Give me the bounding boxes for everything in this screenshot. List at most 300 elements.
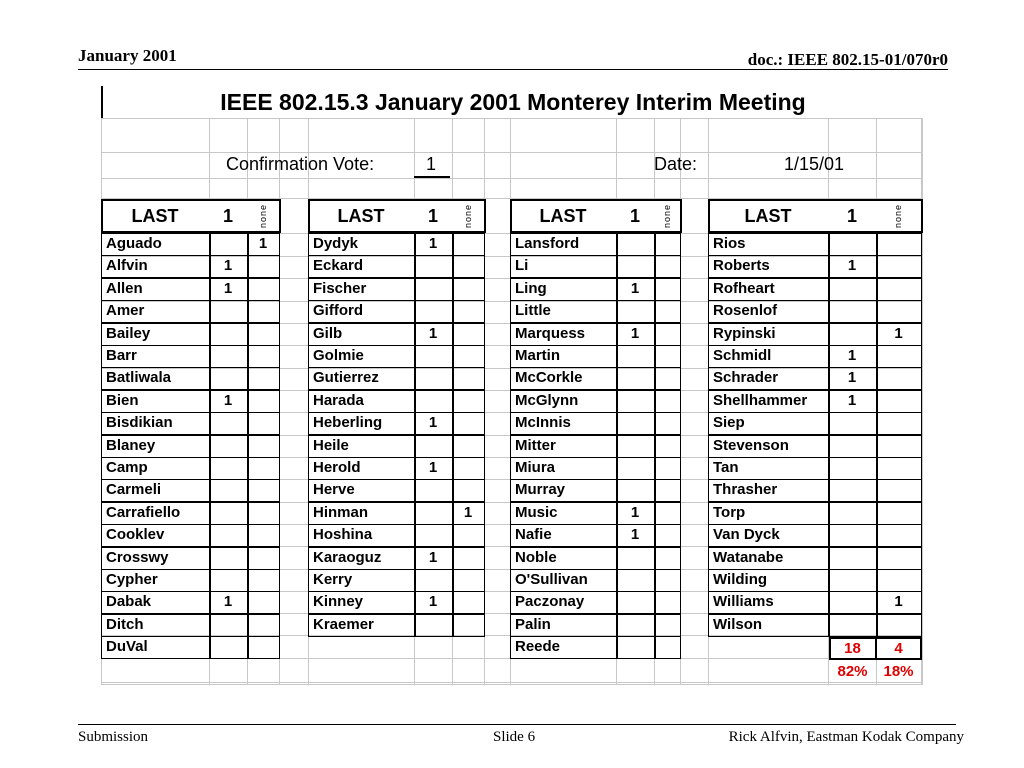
row-divider <box>654 255 656 278</box>
row-outline <box>708 367 922 390</box>
row-divider <box>452 502 454 525</box>
footer-submission: Submission <box>78 729 149 745</box>
voter-name: Bien <box>106 391 139 409</box>
row-divider <box>616 255 618 278</box>
vote-one: 1 <box>223 593 233 611</box>
row-divider <box>247 390 249 413</box>
row-divider <box>209 479 211 502</box>
row-divider <box>209 367 211 390</box>
row-divider <box>209 457 211 480</box>
row-divider <box>654 569 656 592</box>
row-divider <box>654 233 656 256</box>
voter-name: Paczonay <box>515 593 585 611</box>
header-none <box>654 199 680 233</box>
sheet-title: IEEE 802.15.3 January 2001 Monterey Interim Meeting <box>103 86 923 118</box>
voter-name: Lansford <box>515 235 580 252</box>
voter-name: Fischer <box>313 279 367 297</box>
header-none-label: none <box>893 203 904 229</box>
row-divider <box>654 614 656 637</box>
row-divider <box>654 345 656 368</box>
voter-name: Allen <box>106 279 143 297</box>
grid-hline <box>101 178 922 179</box>
voter-name: Siep <box>713 414 745 432</box>
row-outline <box>708 300 922 323</box>
row-divider <box>616 323 618 346</box>
voter-name: Heberling <box>313 414 383 432</box>
vote-one: 1 <box>847 369 857 387</box>
row-divider <box>828 233 830 256</box>
header-none <box>452 199 484 233</box>
row-divider <box>876 569 878 592</box>
row-divider <box>654 502 656 525</box>
voter-name: Alfvin <box>106 257 148 275</box>
row-divider <box>654 367 656 390</box>
vote-spreadsheet <box>101 86 922 684</box>
header-doc-id: doc.: IEEE 802.15-01/070r0 <box>747 50 948 69</box>
row-divider <box>616 547 618 570</box>
row-outline <box>101 255 280 278</box>
voter-name: Karaoguz <box>313 548 382 566</box>
header-last: LAST <box>744 206 792 226</box>
header-one: 1 <box>629 206 640 226</box>
voter-name: Noble <box>515 548 557 566</box>
voter-name: Schmidl <box>713 347 772 364</box>
row-outline <box>708 502 922 525</box>
grid-hline <box>101 152 922 153</box>
footer-slide-number: Slide 6 <box>493 729 536 745</box>
row-divider <box>452 390 454 413</box>
row-outline <box>708 591 922 614</box>
vote-none: 1 <box>258 235 268 252</box>
row-divider <box>616 435 618 458</box>
row-outline <box>708 255 922 278</box>
vote-one: 1 <box>630 279 640 297</box>
row-divider <box>247 323 249 346</box>
row-outline <box>708 569 922 592</box>
row-outline <box>308 614 485 637</box>
row-divider <box>654 435 656 458</box>
row-outline <box>708 435 922 458</box>
row-divider <box>828 255 830 278</box>
voter-name: Shellhammer <box>713 391 808 409</box>
row-outline <box>101 524 280 547</box>
row-outline <box>101 390 280 413</box>
row-divider <box>828 479 830 502</box>
row-divider <box>247 278 249 301</box>
vote-one: 1 <box>847 347 857 364</box>
row-divider <box>414 502 416 525</box>
row-divider <box>654 479 656 502</box>
header-none-label: none <box>662 203 672 229</box>
row-divider <box>828 547 830 570</box>
row-divider <box>876 614 878 637</box>
vote-one: 1 <box>428 459 438 476</box>
row-divider <box>452 457 454 480</box>
vote-one: 1 <box>630 526 640 544</box>
row-divider <box>414 569 416 592</box>
row-outline <box>308 502 485 525</box>
vote-none: 1 <box>894 324 903 342</box>
row-divider <box>414 547 416 570</box>
row-divider <box>414 390 416 413</box>
row-divider <box>247 524 249 547</box>
row-divider <box>209 323 211 346</box>
row-divider <box>209 502 211 525</box>
voter-name: Little <box>515 302 551 320</box>
row-divider <box>209 547 211 570</box>
header-rule <box>78 69 948 70</box>
row-outline <box>708 457 922 480</box>
row-divider <box>452 233 454 256</box>
row-outline <box>101 547 280 570</box>
row-outline <box>308 323 485 346</box>
row-divider <box>828 614 830 637</box>
voter-name: Wilding <box>713 571 768 588</box>
row-divider <box>452 614 454 637</box>
vote-one: 1 <box>428 324 438 342</box>
voter-name: Rosenlof <box>713 302 778 320</box>
voter-name: Gilb <box>313 324 343 342</box>
voter-name: Rofheart <box>713 279 775 297</box>
row-divider <box>828 569 830 592</box>
row-divider <box>876 479 878 502</box>
vote-one: 1 <box>428 593 438 611</box>
row-outline <box>308 233 485 256</box>
row-divider <box>209 412 211 435</box>
row-divider <box>828 591 830 614</box>
row-divider <box>616 345 618 368</box>
row-outline <box>708 345 922 368</box>
voter-name: McCorkle <box>515 369 583 387</box>
row-divider <box>209 614 211 637</box>
row-outline <box>101 457 280 480</box>
row-outline <box>101 300 280 323</box>
row-divider <box>828 412 830 435</box>
vote-one: 1 <box>428 414 438 432</box>
row-outline <box>708 479 922 502</box>
row-divider <box>247 457 249 480</box>
row-divider <box>828 390 830 413</box>
row-outline <box>708 547 922 570</box>
total-none-count: 4 <box>894 640 903 657</box>
row-outline <box>708 323 922 346</box>
confirmation-underline <box>414 176 450 178</box>
row-divider <box>876 345 878 368</box>
row-divider <box>209 435 211 458</box>
row-divider <box>616 524 618 547</box>
row-divider <box>247 300 249 323</box>
header-none <box>876 199 921 233</box>
row-outline <box>308 591 485 614</box>
footer-rule <box>78 724 956 725</box>
voter-name: Reede <box>515 638 561 656</box>
row-divider <box>828 524 830 547</box>
row-divider <box>616 412 618 435</box>
voter-name: Mitter <box>515 436 556 454</box>
row-divider <box>876 435 878 458</box>
row-divider <box>414 435 416 458</box>
confirmation-label: Confirmation Vote: <box>226 154 375 174</box>
row-divider <box>414 457 416 480</box>
vote-one: 1 <box>428 548 438 566</box>
row-outline <box>308 300 485 323</box>
row-divider <box>876 323 878 346</box>
row-divider <box>876 591 878 614</box>
row-outline <box>308 569 485 592</box>
voter-name: Kraemer <box>313 615 374 633</box>
row-divider <box>452 412 454 435</box>
vote-one: 1 <box>630 324 640 342</box>
voter-name: Amer <box>106 302 145 320</box>
header-one: 1 <box>846 206 857 226</box>
vote-one: 1 <box>847 391 857 409</box>
row-divider <box>209 300 211 323</box>
row-divider <box>828 367 830 390</box>
row-outline <box>101 435 280 458</box>
voter-name: Camp <box>106 459 148 476</box>
voter-name: Herold <box>313 459 361 476</box>
voter-name: Carrafiello <box>106 503 181 521</box>
voter-name: Hinman <box>313 503 369 521</box>
row-divider <box>452 524 454 547</box>
row-outline <box>308 547 485 570</box>
voter-name: Rios <box>713 235 746 252</box>
row-divider <box>616 614 618 637</box>
voter-name: Cooklev <box>106 526 165 544</box>
voter-name: Herve <box>313 481 355 499</box>
voter-name: Golmie <box>313 347 364 364</box>
row-divider <box>876 367 878 390</box>
row-outline <box>308 345 485 368</box>
voter-name: Carmeli <box>106 481 162 499</box>
row-divider <box>654 412 656 435</box>
header-last: LAST <box>131 206 179 226</box>
row-outline <box>101 233 280 256</box>
row-outline <box>101 323 280 346</box>
row-divider <box>414 591 416 614</box>
voter-name: Music <box>515 503 558 521</box>
row-divider <box>414 323 416 346</box>
row-divider <box>654 323 656 346</box>
voter-name: Murray <box>515 481 566 499</box>
row-divider <box>209 636 211 659</box>
row-divider <box>247 367 249 390</box>
row-divider <box>828 323 830 346</box>
row-divider <box>876 502 878 525</box>
total-one-percent: 82% <box>837 663 868 680</box>
voter-name: Stevenson <box>713 436 789 454</box>
row-divider <box>616 300 618 323</box>
row-divider <box>452 591 454 614</box>
header-none-label: none <box>258 203 268 229</box>
row-divider <box>452 547 454 570</box>
row-outline <box>708 233 922 256</box>
row-divider <box>654 390 656 413</box>
footer-author: Rick Alfvin, Eastman Kodak Company <box>728 729 964 745</box>
row-divider <box>452 278 454 301</box>
row-divider <box>828 300 830 323</box>
voter-name: Eckard <box>313 257 364 275</box>
voter-name: Dydyk <box>313 235 359 252</box>
row-outline <box>101 278 280 301</box>
voter-name: Williams <box>713 593 774 611</box>
row-divider <box>828 435 830 458</box>
voter-name: Ditch <box>106 615 144 633</box>
row-outline <box>101 412 280 435</box>
row-divider <box>414 479 416 502</box>
row-divider <box>414 614 416 637</box>
voter-name: Li <box>515 257 529 275</box>
row-divider <box>828 278 830 301</box>
row-outline <box>101 569 280 592</box>
voter-name: Thrasher <box>713 481 778 499</box>
title-left-bar <box>101 86 103 118</box>
row-divider <box>247 233 249 256</box>
row-divider <box>616 233 618 256</box>
row-divider <box>414 367 416 390</box>
row-divider <box>876 547 878 570</box>
row-divider <box>876 255 878 278</box>
voter-name: Roberts <box>713 257 770 275</box>
row-divider <box>452 255 454 278</box>
voter-name: Batliwala <box>106 369 172 387</box>
row-divider <box>828 457 830 480</box>
row-divider <box>247 412 249 435</box>
voter-name: Van Dyck <box>713 526 780 544</box>
voter-name: Crosswy <box>106 548 169 566</box>
voter-name: Palin <box>515 615 551 633</box>
vote-none: 1 <box>463 503 473 521</box>
row-outline <box>308 278 485 301</box>
row-outline <box>101 502 280 525</box>
row-divider <box>414 412 416 435</box>
row-divider <box>247 591 249 614</box>
row-divider <box>616 479 618 502</box>
row-divider <box>247 569 249 592</box>
voter-name: Kerry <box>313 571 353 588</box>
voter-name: Miura <box>515 459 556 476</box>
voter-name: DuVal <box>106 638 148 656</box>
header-none <box>247 199 279 233</box>
row-outline <box>308 435 485 458</box>
vote-none: 1 <box>894 593 903 611</box>
row-divider <box>616 367 618 390</box>
row-divider <box>876 278 878 301</box>
row-divider <box>654 636 656 659</box>
row-divider <box>209 278 211 301</box>
header-none-label: none <box>463 203 473 229</box>
vote-one: 1 <box>428 235 438 252</box>
voter-name: Wilson <box>713 615 763 633</box>
voter-name: O'Sullivan <box>515 571 588 588</box>
row-outline <box>708 278 922 301</box>
row-divider <box>654 524 656 547</box>
row-outline <box>101 591 280 614</box>
voter-name: Barr <box>106 347 137 364</box>
date-label: Date: <box>654 154 698 174</box>
total-none-percent: 18% <box>883 663 914 680</box>
row-divider <box>452 367 454 390</box>
voter-name: Torp <box>713 503 746 521</box>
vote-one: 1 <box>223 279 233 297</box>
voter-name: Gutierrez <box>313 369 379 387</box>
header-last: LAST <box>539 206 587 226</box>
vote-one: 1 <box>223 257 233 275</box>
row-outline <box>308 412 485 435</box>
voter-name: Schrader <box>713 369 779 387</box>
row-divider <box>247 502 249 525</box>
row-divider <box>209 524 211 547</box>
row-divider <box>414 233 416 256</box>
row-outline <box>708 390 922 413</box>
row-outline <box>101 367 280 390</box>
row-outline <box>708 412 922 435</box>
voter-name: Dabak <box>106 593 152 611</box>
row-divider <box>247 255 249 278</box>
row-divider <box>414 255 416 278</box>
grid-hline <box>101 118 922 119</box>
row-divider <box>414 345 416 368</box>
row-divider <box>209 569 211 592</box>
row-divider <box>828 345 830 368</box>
row-divider <box>452 300 454 323</box>
row-outline <box>101 614 280 637</box>
grid-hline <box>101 682 922 683</box>
row-divider <box>452 569 454 592</box>
confirmation-value: 1 <box>425 154 436 174</box>
row-divider <box>616 636 618 659</box>
row-divider <box>828 502 830 525</box>
row-divider <box>247 547 249 570</box>
row-outline <box>308 367 485 390</box>
row-divider <box>247 345 249 368</box>
row-divider <box>414 278 416 301</box>
header-one: 1 <box>427 206 438 226</box>
row-divider <box>876 233 878 256</box>
row-divider <box>616 457 618 480</box>
row-divider <box>247 614 249 637</box>
voter-name: Martin <box>515 347 560 364</box>
voter-name: Rypinski <box>713 324 776 342</box>
voter-name: Ling <box>515 279 547 297</box>
row-divider <box>209 345 211 368</box>
voter-name: Watanabe <box>713 548 784 566</box>
row-divider <box>452 323 454 346</box>
row-divider <box>654 457 656 480</box>
header-one: 1 <box>222 206 233 226</box>
row-divider <box>654 591 656 614</box>
row-outline <box>708 614 922 637</box>
voter-name: Heile <box>313 436 349 454</box>
row-divider <box>247 479 249 502</box>
total-one-count: 18 <box>844 640 861 657</box>
row-divider <box>876 300 878 323</box>
row-outline <box>308 524 485 547</box>
voter-name: Nafie <box>515 526 552 544</box>
row-divider <box>209 255 211 278</box>
voter-name: Cypher <box>106 571 158 588</box>
voter-name: Tan <box>713 459 739 476</box>
voter-name: Gifford <box>313 302 363 320</box>
row-divider <box>616 502 618 525</box>
row-divider <box>452 345 454 368</box>
vote-one: 1 <box>847 257 857 275</box>
date-value: 1/15/01 <box>784 154 845 174</box>
row-divider <box>654 300 656 323</box>
voter-name: Blaney <box>106 436 156 454</box>
header-date: January 2001 <box>78 46 177 65</box>
row-divider <box>209 233 211 256</box>
